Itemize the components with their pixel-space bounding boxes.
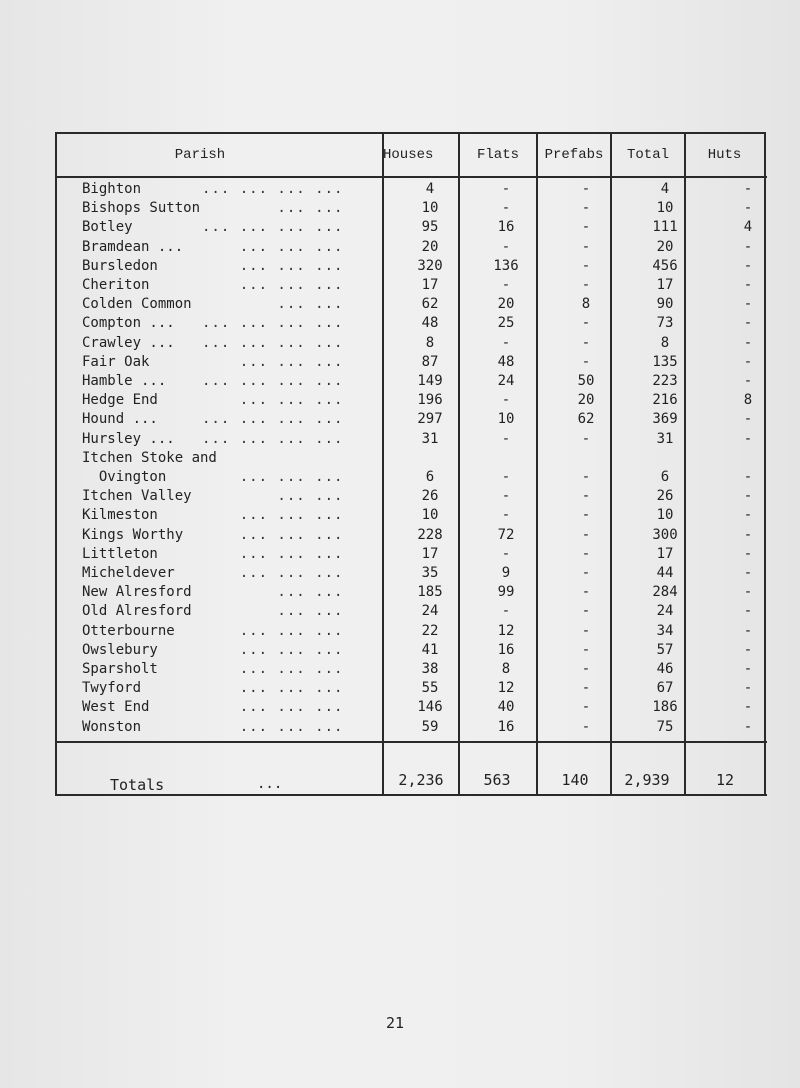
parish-name: Kings Worthy	[82, 526, 184, 543]
leader-dots: ... ... ...	[202, 526, 344, 543]
cell-houses: 228	[417, 526, 443, 543]
parish-name: Bishops Sutton	[82, 200, 201, 217]
cell-houses: 10	[421, 200, 439, 217]
cell-prefabs: -	[581, 334, 591, 351]
cell-huts: -	[743, 565, 753, 581]
cell-prefabs: -	[581, 488, 591, 505]
table-row	[60, 488, 765, 507]
table-row	[60, 642, 765, 661]
cell-houses: 8	[425, 334, 435, 351]
cell-flats: 48	[497, 353, 515, 370]
cell-total: 17	[656, 277, 674, 293]
parish-name: Hedge End	[82, 392, 158, 409]
cell-flats: -	[501, 334, 511, 351]
table-row	[60, 450, 765, 469]
parish-name: Itchen Stoke and	[82, 449, 217, 466]
parish-name: Compton ...	[82, 315, 175, 332]
cell-prefabs: -	[581, 718, 591, 735]
cell-houses: 55	[421, 680, 439, 697]
parish-name: Hound ...	[82, 411, 158, 428]
table-row	[60, 584, 765, 603]
parish-name: Hursley ...	[82, 430, 175, 447]
cell-huts: -	[743, 718, 753, 735]
cell-houses: 24	[421, 603, 439, 620]
cell-prefabs: -	[581, 219, 591, 236]
cell-prefabs: -	[581, 315, 591, 332]
parish-name: Colden Common	[82, 296, 192, 313]
cell-prefabs: -	[581, 545, 591, 562]
cell-flats: 12	[497, 680, 515, 697]
parish-name: Fair Oak	[82, 353, 150, 370]
cell-huts: -	[743, 680, 753, 697]
cell-prefabs: -	[581, 469, 591, 485]
leader-dots: ... ... ...	[202, 622, 344, 639]
parish-name: Bursledon	[82, 257, 158, 274]
cell-huts: -	[743, 200, 753, 217]
parish-name: Crawley ...	[82, 334, 175, 351]
cell-total: 26	[656, 488, 674, 505]
parish-name: Cheriton	[82, 277, 150, 293]
table-row	[60, 546, 765, 565]
cell-total: 186	[652, 699, 678, 716]
cell-houses: 48	[421, 315, 439, 332]
table-row	[60, 315, 765, 334]
cell-huts: -	[743, 622, 753, 639]
cell-houses: 196	[417, 392, 443, 409]
cell-huts: -	[743, 334, 753, 351]
table-row	[60, 680, 765, 699]
totals-houses: 2,236	[398, 771, 444, 789]
totals-leader-dots: ...	[257, 776, 283, 792]
leader-dots: ... ... ... ...	[202, 411, 344, 428]
cell-prefabs: -	[581, 584, 591, 601]
table-row	[60, 699, 765, 718]
cell-houses: 4	[425, 181, 435, 197]
cell-prefabs: -	[581, 699, 591, 716]
parish-name: Bramdean ...	[82, 238, 184, 255]
cell-houses: 146	[417, 699, 443, 716]
cell-prefabs: -	[581, 430, 591, 447]
cell-total: 73	[656, 315, 674, 332]
cell-total: 90	[656, 296, 674, 313]
cell-huts: -	[743, 353, 753, 370]
cell-total: 57	[656, 641, 674, 658]
cell-prefabs: -	[581, 507, 591, 524]
leader-dots: ... ... ... ...	[202, 373, 344, 389]
table-row	[60, 296, 765, 315]
cell-prefabs: -	[581, 353, 591, 370]
cell-total: 10	[656, 507, 674, 524]
cell-total: 44	[656, 565, 674, 581]
leader-dots: ... ... ... ...	[202, 430, 344, 447]
table-row	[60, 354, 765, 373]
cell-huts: -	[743, 238, 753, 255]
leader-dots: ... ... ...	[202, 353, 344, 370]
cell-prefabs: -	[581, 181, 591, 197]
cell-prefabs: -	[581, 565, 591, 581]
cell-prefabs: 8	[581, 296, 591, 313]
parish-name: West End	[82, 699, 150, 716]
cell-huts: 8	[743, 392, 753, 409]
leader-dots: ... ... ... ...	[202, 334, 344, 351]
cell-flats: 8	[501, 661, 511, 677]
cell-flats: -	[501, 469, 511, 485]
parish-name: Twyford	[82, 680, 142, 697]
table-row	[60, 200, 765, 219]
table-bottom-rule	[55, 794, 767, 796]
table-row	[60, 392, 765, 411]
cell-total: 284	[652, 584, 678, 601]
cell-houses: 38	[421, 661, 439, 677]
cell-huts: -	[743, 603, 753, 620]
cell-flats: -	[501, 200, 511, 217]
cell-houses: 87	[421, 353, 439, 370]
cell-total: 24	[656, 603, 674, 620]
cell-flats: -	[501, 488, 511, 505]
cell-flats: -	[501, 392, 511, 409]
header-houses: Houses	[383, 147, 434, 163]
parish-name: Owslebury	[82, 641, 158, 658]
cell-total: 456	[652, 257, 678, 274]
rule-left	[55, 132, 57, 796]
cell-flats: 12	[497, 622, 515, 639]
cell-flats: 136	[493, 257, 519, 274]
cell-prefabs: -	[581, 200, 591, 217]
cell-huts: -	[743, 545, 753, 562]
table-row	[60, 277, 765, 296]
table-row	[60, 258, 765, 277]
cell-houses: 95	[421, 219, 439, 236]
cell-huts: -	[743, 411, 753, 428]
cell-houses: 17	[421, 545, 439, 562]
cell-total: 34	[656, 622, 674, 639]
parish-name: Otterbourne	[82, 622, 175, 639]
cell-houses: 35	[421, 565, 439, 581]
cell-huts: -	[743, 373, 753, 389]
table-row	[60, 431, 765, 450]
cell-huts: -	[743, 469, 753, 485]
cell-prefabs: -	[581, 603, 591, 620]
page-number: 21	[386, 1014, 405, 1032]
cell-total: 17	[656, 545, 674, 562]
table-row	[60, 507, 765, 526]
leader-dots: ... ... ... ...	[202, 181, 344, 197]
cell-flats: 10	[497, 411, 515, 428]
table-row	[60, 219, 765, 238]
cell-flats: -	[501, 430, 511, 447]
cell-flats: -	[501, 545, 511, 562]
leader-dots: ... ... ...	[202, 277, 344, 293]
cell-huts: -	[743, 277, 753, 293]
cell-flats: 20	[497, 296, 515, 313]
header-bottom-rule	[55, 176, 767, 178]
cell-flats: 16	[497, 219, 515, 236]
cell-total: 216	[652, 392, 678, 409]
cell-flats: -	[501, 277, 511, 293]
table-row	[60, 719, 765, 738]
cell-prefabs: -	[581, 622, 591, 639]
cell-flats: 25	[497, 315, 515, 332]
cell-total: 31	[656, 430, 674, 447]
cell-flats: -	[501, 238, 511, 255]
cell-total: 20	[656, 238, 674, 255]
cell-total: 46	[656, 661, 674, 677]
parish-name: Micheldever	[82, 565, 175, 581]
cell-prefabs: -	[581, 238, 591, 255]
cell-flats: 16	[497, 641, 515, 658]
table-row	[60, 565, 765, 584]
totals-label: Totals	[110, 776, 165, 794]
cell-total: 6	[660, 469, 670, 485]
leader-dots: ... ... ...	[202, 469, 344, 485]
header-total: Total	[626, 147, 669, 163]
cell-huts: -	[743, 257, 753, 274]
cell-houses: 6	[425, 469, 435, 485]
leader-dots: ... ...	[202, 296, 344, 313]
table-row	[60, 603, 765, 622]
leader-dots: ... ...	[202, 200, 344, 217]
leader-dots: ... ... ...	[202, 661, 344, 677]
parish-name: Ovington	[82, 469, 167, 485]
totals-flats: 563	[483, 771, 511, 789]
cell-houses: 297	[417, 411, 443, 428]
totals-huts: 12	[715, 771, 735, 789]
totals-prefabs: 140	[561, 771, 589, 789]
cell-flats: 99	[497, 584, 515, 601]
parish-name: Wonston	[82, 718, 142, 735]
cell-huts: -	[743, 296, 753, 313]
cell-prefabs: -	[581, 526, 591, 543]
cell-huts: -	[743, 526, 753, 543]
cell-houses: 17	[421, 277, 439, 293]
cell-huts: -	[743, 661, 753, 677]
table-row	[60, 623, 765, 642]
table-row	[60, 239, 765, 258]
cell-prefabs: 50	[577, 373, 595, 389]
leader-dots: ... ... ...	[202, 718, 344, 735]
parish-name: Sparsholt	[82, 661, 158, 677]
cell-flats: -	[501, 603, 511, 620]
cell-total: 369	[652, 411, 678, 428]
cell-houses: 59	[421, 718, 439, 735]
cell-houses: 10	[421, 507, 439, 524]
table-top-rule	[55, 132, 765, 134]
cell-huts: -	[743, 641, 753, 658]
header-parish: Parish	[174, 147, 226, 163]
leader-dots: ... ...	[202, 603, 344, 620]
cell-total: 4	[660, 181, 670, 197]
cell-total: 8	[660, 334, 670, 351]
leader-dots: ... ... ...	[202, 680, 344, 697]
cell-prefabs: 20	[577, 392, 595, 409]
cell-prefabs: 62	[577, 411, 595, 428]
leader-dots: ... ...	[202, 584, 344, 601]
table-row	[60, 411, 765, 430]
header-huts: Huts	[707, 147, 742, 163]
cell-total: 223	[652, 373, 678, 389]
cell-flats: 9	[501, 565, 511, 581]
cell-houses: 185	[417, 584, 443, 601]
leader-dots: ... ... ...	[202, 699, 344, 716]
leader-dots: ... ... ... ...	[202, 315, 344, 332]
cell-houses: 31	[421, 430, 439, 447]
cell-flats: 16	[497, 718, 515, 735]
cell-total: 300	[652, 526, 678, 543]
cell-huts: 4	[743, 219, 753, 236]
cell-houses: 22	[421, 622, 439, 639]
parish-name: Botley	[82, 219, 133, 236]
cell-total: 135	[652, 353, 678, 370]
cell-prefabs: -	[581, 680, 591, 697]
table-row	[60, 335, 765, 354]
leader-dots: ... ... ...	[202, 545, 344, 562]
leader-dots: ... ... ...	[202, 257, 344, 274]
leader-dots: ... ... ...	[202, 238, 344, 255]
cell-huts: -	[743, 584, 753, 601]
header-flats: Flats	[476, 147, 519, 163]
leader-dots: ... ... ... ...	[202, 219, 344, 236]
cell-huts: -	[743, 181, 753, 197]
leader-dots: ... ... ...	[202, 565, 344, 581]
cell-houses: 41	[421, 641, 439, 658]
totals-total: 2,939	[624, 771, 670, 789]
cell-total: 67	[656, 680, 674, 697]
cell-huts: -	[743, 488, 753, 505]
table-row	[60, 469, 765, 488]
leader-dots: ... ... ...	[202, 641, 344, 658]
cell-prefabs: -	[581, 661, 591, 677]
cell-flats: -	[501, 507, 511, 524]
table-row	[60, 527, 765, 546]
cell-flats: 40	[497, 699, 515, 716]
cell-prefabs: -	[581, 641, 591, 658]
cell-huts: -	[743, 315, 753, 332]
cell-houses: 26	[421, 488, 439, 505]
cell-houses: 149	[417, 373, 443, 389]
cell-houses: 320	[417, 257, 443, 274]
totals-top-rule	[55, 741, 767, 743]
cell-total: 111	[652, 219, 678, 236]
leader-dots: ... ...	[202, 488, 344, 505]
cell-total: 10	[656, 200, 674, 217]
parish-name: Old Alresford	[82, 603, 192, 620]
cell-total: 75	[656, 718, 674, 735]
cell-huts: -	[743, 430, 753, 447]
cell-prefabs: -	[581, 257, 591, 274]
cell-huts: -	[743, 507, 753, 524]
parish-name: Bighton	[82, 181, 142, 197]
table-row	[60, 373, 765, 392]
parish-name: Littleton	[82, 545, 158, 562]
cell-houses: 62	[421, 296, 439, 313]
cell-flats: 72	[497, 526, 515, 543]
cell-prefabs: -	[581, 277, 591, 293]
table-row	[60, 661, 765, 680]
cell-houses: 20	[421, 238, 439, 255]
table-row	[60, 181, 765, 200]
cell-flats: -	[501, 181, 511, 197]
parish-name: Hamble ...	[82, 373, 167, 389]
header-prefabs: Prefabs	[544, 147, 604, 163]
cell-flats: 24	[497, 373, 515, 389]
parish-name: New Alresford	[82, 584, 192, 601]
leader-dots: ... ... ...	[202, 507, 344, 524]
cell-huts: -	[743, 699, 753, 716]
parish-name: Itchen Valley	[82, 488, 192, 505]
parish-name: Kilmeston	[82, 507, 158, 524]
leader-dots: ... ... ...	[202, 392, 344, 409]
